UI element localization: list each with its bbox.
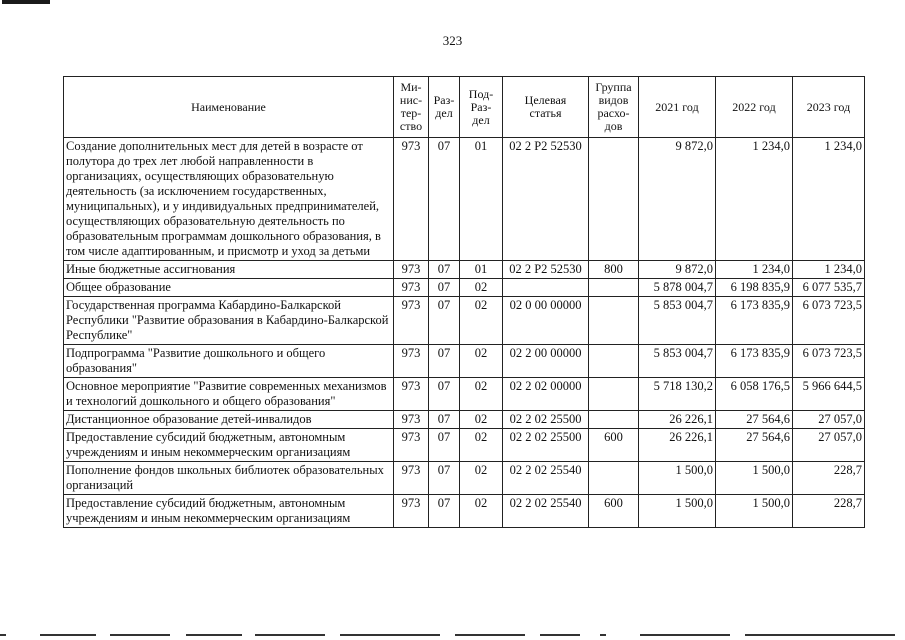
cell-2022: 27 564,6 — [716, 411, 793, 429]
cell-ministry: 973 — [394, 138, 429, 261]
cell-2021: 1 500,0 — [639, 495, 716, 528]
col-header-2023: 2023 год — [793, 77, 865, 138]
cell-2023: 1 234,0 — [793, 138, 865, 261]
cell-name: Предоставление субсидий бюджетным, автономным учреждениям и иным некоммерческим организациям — [64, 495, 394, 528]
cell-section: 07 — [429, 462, 460, 495]
cell-subsection: 02 — [460, 411, 503, 429]
cell-2023: 6 073 723,5 — [793, 345, 865, 378]
page-number: 323 — [442, 33, 463, 48]
cell-2023: 6 077 535,7 — [793, 279, 865, 297]
cell-target: 02 2 02 25500 — [503, 429, 589, 462]
cell-subsection: 02 — [460, 429, 503, 462]
cell-name: Государственная программа Кабардино-Балкарской Республики "Развитие образования в Кабардино-Балкарской Республике" — [64, 297, 394, 345]
col-header-2022: 2022 год — [716, 77, 793, 138]
cell-target: 02 0 00 00000 — [503, 297, 589, 345]
cell-subsection: 02 — [460, 378, 503, 411]
cell-name: Предоставление субсидий бюджетным, автономным учреждениям и иным некоммерческим организациям — [64, 429, 394, 462]
cell-group — [589, 297, 639, 345]
col-header-group: Группа видов расхо- дов — [589, 77, 639, 138]
cell-2022: 6 058 176,5 — [716, 378, 793, 411]
cell-2022: 6 173 835,9 — [716, 297, 793, 345]
cell-2021: 5 718 130,2 — [639, 378, 716, 411]
cell-ministry: 973 — [394, 462, 429, 495]
cell-name: Общее образование — [64, 279, 394, 297]
cell-2023: 1 234,0 — [793, 261, 865, 279]
table-row — [64, 411, 865, 429]
cell-target: 02 2 02 25500 — [503, 411, 589, 429]
cell-name: Подпрограмма "Развитие дошкольного и общего образования" — [64, 345, 394, 378]
cell-group — [589, 138, 639, 261]
cell-group — [589, 345, 639, 378]
table-row — [64, 495, 865, 528]
cell-section: 07 — [429, 138, 460, 261]
cell-2022: 6 173 835,9 — [716, 345, 793, 378]
table-header-row — [64, 77, 865, 138]
cell-subsection: 02 — [460, 345, 503, 378]
cell-name: Пополнение фондов школьных библиотек образовательных организаций — [64, 462, 394, 495]
cell-ministry: 973 — [394, 297, 429, 345]
col-header-section: Раз- дел — [429, 77, 460, 138]
cell-2022: 1 234,0 — [716, 138, 793, 261]
cell-subsection: 02 — [460, 495, 503, 528]
cell-section: 07 — [429, 297, 460, 345]
cell-2023: 27 057,0 — [793, 429, 865, 462]
cell-group — [589, 411, 639, 429]
cell-ministry: 973 — [394, 261, 429, 279]
budget-table — [63, 76, 865, 528]
cell-section: 07 — [429, 279, 460, 297]
cell-name: Основное мероприятие "Развитие современных механизмов и технологий дошкольного и общего образования" — [64, 378, 394, 411]
scan-artifact-bar — [2, 0, 50, 4]
cell-2023: 5 966 644,5 — [793, 378, 865, 411]
table-row — [64, 279, 865, 297]
cell-2022: 1 500,0 — [716, 495, 793, 528]
cell-2023: 6 073 723,5 — [793, 297, 865, 345]
table-row — [64, 345, 865, 378]
col-header-ministry: Ми- нис- тер- ство — [394, 77, 429, 138]
cell-2021: 5 853 004,7 — [639, 345, 716, 378]
cell-target: 02 2 02 25540 — [503, 495, 589, 528]
cell-2021: 26 226,1 — [639, 429, 716, 462]
cell-ministry: 973 — [394, 279, 429, 297]
cell-section: 07 — [429, 429, 460, 462]
cell-name: Дистанционное образование детей-инвалидов — [64, 411, 394, 429]
cell-target: 02 2 P2 52530 — [503, 138, 589, 261]
cell-section: 07 — [429, 411, 460, 429]
cell-name: Создание дополнительных мест для детей в возрасте от полутора до трех лет любой направленности в организациях, осуществляющих образовательную деятельность (за исключением государственных, муниципальных), и у индивидуальных предпринимателей, осуществляющих образовательную деятельность по образовательным программам дошкольного образования, в том числе адаптированным, и присмотр и уход за детьми — [64, 138, 394, 261]
cell-2021: 9 872,0 — [639, 261, 716, 279]
col-header-2021: 2021 год — [639, 77, 716, 138]
cell-section: 07 — [429, 378, 460, 411]
table-row — [64, 261, 865, 279]
cell-2021: 26 226,1 — [639, 411, 716, 429]
cell-subsection: 01 — [460, 138, 503, 261]
cell-group — [589, 378, 639, 411]
cell-group — [589, 462, 639, 495]
cell-target: 02 2 02 00000 — [503, 378, 589, 411]
cell-subsection: 02 — [460, 462, 503, 495]
cell-2023: 27 057,0 — [793, 411, 865, 429]
cell-2023: 228,7 — [793, 495, 865, 528]
scan-artifact-dashes — [0, 628, 905, 640]
table-row — [64, 297, 865, 345]
cell-section: 07 — [429, 345, 460, 378]
col-header-name: Наименование — [64, 77, 394, 138]
cell-ministry: 973 — [394, 345, 429, 378]
col-header-target: Целевая статья — [503, 77, 589, 138]
cell-subsection: 02 — [460, 279, 503, 297]
cell-section: 07 — [429, 495, 460, 528]
cell-group — [589, 279, 639, 297]
cell-2022: 1 234,0 — [716, 261, 793, 279]
cell-group: 600 — [589, 429, 639, 462]
cell-ministry: 973 — [394, 429, 429, 462]
cell-name: Иные бюджетные ассигнования — [64, 261, 394, 279]
cell-target — [503, 279, 589, 297]
cell-2021: 1 500,0 — [639, 462, 716, 495]
table-body — [64, 138, 865, 528]
cell-target: 02 2 00 00000 — [503, 345, 589, 378]
table-row — [64, 378, 865, 411]
table-row — [64, 429, 865, 462]
cell-2021: 5 878 004,7 — [639, 279, 716, 297]
cell-2022: 1 500,0 — [716, 462, 793, 495]
cell-subsection: 02 — [460, 297, 503, 345]
cell-2021: 5 853 004,7 — [639, 297, 716, 345]
cell-group: 800 — [589, 261, 639, 279]
cell-ministry: 973 — [394, 495, 429, 528]
cell-2021: 9 872,0 — [639, 138, 716, 261]
cell-target: 02 2 02 25540 — [503, 462, 589, 495]
cell-2023: 228,7 — [793, 462, 865, 495]
cell-ministry: 973 — [394, 378, 429, 411]
cell-target: 02 2 P2 52530 — [503, 261, 589, 279]
cell-section: 07 — [429, 261, 460, 279]
cell-2022: 27 564,6 — [716, 429, 793, 462]
col-header-subsection: Под- Раз- дел — [460, 77, 503, 138]
cell-group: 600 — [589, 495, 639, 528]
cell-ministry: 973 — [394, 411, 429, 429]
table-row — [64, 138, 865, 261]
cell-subsection: 01 — [460, 261, 503, 279]
cell-2022: 6 198 835,9 — [716, 279, 793, 297]
table-row — [64, 462, 865, 495]
